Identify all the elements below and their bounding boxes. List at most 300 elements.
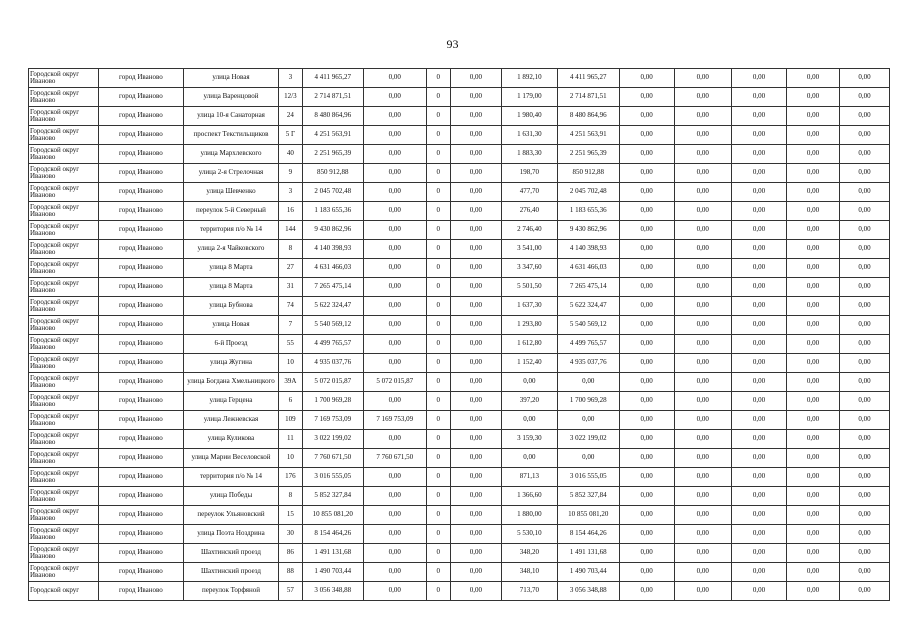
cell-street: улица Новая — [183, 316, 278, 335]
cell-house: 8 — [279, 487, 302, 506]
cell-value-14: 0,00 — [787, 316, 840, 335]
cell-district: Городской округ Иваново — [29, 221, 99, 240]
cell-cost: 4 140 398,93 — [558, 240, 620, 259]
cell-amount: 0,00 — [450, 145, 501, 164]
cell-city: город Иваново — [98, 164, 183, 183]
cell-value-12: 0,00 — [674, 563, 731, 582]
cell-count: 0 — [426, 88, 450, 107]
cell-value-11: 0,00 — [619, 107, 674, 126]
cell-total-cost: 8 154 464,26 — [302, 525, 364, 544]
cell-total-cost: 3 016 555,05 — [302, 468, 364, 487]
cell-value-15: 0,00 — [840, 392, 890, 411]
cell-amount: 0,00 — [450, 88, 501, 107]
cell-cost: 10 855 081,20 — [558, 506, 620, 525]
cell-fund: 0,00 — [364, 544, 427, 563]
cell-city: город Иваново — [98, 411, 183, 430]
cell-cost: 850 912,88 — [558, 164, 620, 183]
cell-value-14: 0,00 — [787, 449, 840, 468]
cell-area: 1 631,30 — [501, 126, 557, 145]
cell-house: 31 — [279, 278, 302, 297]
cell-total-cost: 2 251 965,39 — [302, 145, 364, 164]
cell-fund: 0,00 — [364, 354, 427, 373]
cell-value-12: 0,00 — [674, 468, 731, 487]
table-row — [29, 449, 890, 468]
cell-value-11: 0,00 — [619, 164, 674, 183]
cell-cost: 4 499 765,57 — [558, 335, 620, 354]
cell-value-11: 0,00 — [619, 544, 674, 563]
cell-value-11: 0,00 — [619, 563, 674, 582]
cell-total-cost: 2 714 871,51 — [302, 88, 364, 107]
cell-count: 0 — [426, 430, 450, 449]
cell-amount: 0,00 — [450, 240, 501, 259]
cell-area: 1 880,00 — [501, 506, 557, 525]
cell-cost: 2 714 871,51 — [558, 88, 620, 107]
cell-value-13: 0,00 — [731, 430, 786, 449]
cell-fund: 7 760 671,50 — [364, 449, 427, 468]
cell-district: Городской округ Иваново — [29, 411, 99, 430]
cell-street: переулок 5-й Северный — [183, 202, 278, 221]
cell-total-cost: 4 631 466,03 — [302, 259, 364, 278]
cell-city: город Иваново — [98, 88, 183, 107]
cell-value-12: 0,00 — [674, 259, 731, 278]
cell-total-cost: 4 251 563,91 — [302, 126, 364, 145]
cell-value-13: 0,00 — [731, 69, 786, 88]
cell-value-13: 0,00 — [731, 145, 786, 164]
cell-value-12: 0,00 — [674, 487, 731, 506]
cell-fund: 0,00 — [364, 430, 427, 449]
cell-district: Городской округ Иваново — [29, 69, 99, 88]
cell-fund: 0,00 — [364, 563, 427, 582]
cell-city: город Иваново — [98, 544, 183, 563]
cell-total-cost: 8 480 864,96 — [302, 107, 364, 126]
cell-city: город Иваново — [98, 221, 183, 240]
table-row — [29, 145, 890, 164]
cell-fund: 0,00 — [364, 202, 427, 221]
cell-value-15: 0,00 — [840, 487, 890, 506]
cell-city: город Иваново — [98, 278, 183, 297]
cell-value-15: 0,00 — [840, 202, 890, 221]
cell-district: Городской округ Иваново — [29, 468, 99, 487]
cell-amount: 0,00 — [450, 468, 501, 487]
cell-street: улица Жугина — [183, 354, 278, 373]
cell-fund: 0,00 — [364, 335, 427, 354]
cell-house: 55 — [279, 335, 302, 354]
cell-count: 0 — [426, 145, 450, 164]
cell-value-11: 0,00 — [619, 69, 674, 88]
cell-house: 11 — [279, 430, 302, 449]
cell-count: 0 — [426, 316, 450, 335]
table-row — [29, 582, 890, 601]
cell-value-14: 0,00 — [787, 544, 840, 563]
cell-city: город Иваново — [98, 525, 183, 544]
cell-fund: 0,00 — [364, 525, 427, 544]
cell-area: 1 293,80 — [501, 316, 557, 335]
cell-cost: 4 411 965,27 — [558, 69, 620, 88]
cell-district: Городской округ Иваново — [29, 487, 99, 506]
cell-total-cost: 1 490 703,44 — [302, 563, 364, 582]
cell-city: город Иваново — [98, 582, 183, 601]
cell-fund: 0,00 — [364, 297, 427, 316]
cell-count: 0 — [426, 107, 450, 126]
table-row — [29, 354, 890, 373]
cell-count: 0 — [426, 392, 450, 411]
cell-total-cost: 2 045 702,48 — [302, 183, 364, 202]
cell-area: 871,13 — [501, 468, 557, 487]
cell-house: 15 — [279, 506, 302, 525]
cell-house: 16 — [279, 202, 302, 221]
cell-amount: 0,00 — [450, 278, 501, 297]
cell-value-15: 0,00 — [840, 468, 890, 487]
cell-count: 0 — [426, 468, 450, 487]
cell-value-14: 0,00 — [787, 582, 840, 601]
cell-district: Городской округ — [29, 582, 99, 601]
cell-count: 0 — [426, 525, 450, 544]
cell-value-11: 0,00 — [619, 316, 674, 335]
cell-cost: 8 480 864,96 — [558, 107, 620, 126]
cell-district: Городской округ Иваново — [29, 373, 99, 392]
cell-fund: 0,00 — [364, 278, 427, 297]
cell-cost: 4 251 563,91 — [558, 126, 620, 145]
page-number: 93 — [446, 37, 459, 51]
cell-amount: 0,00 — [450, 525, 501, 544]
cell-value-14: 0,00 — [787, 411, 840, 430]
cell-area: 198,70 — [501, 164, 557, 183]
cell-value-15: 0,00 — [840, 354, 890, 373]
cell-value-13: 0,00 — [731, 354, 786, 373]
cell-value-14: 0,00 — [787, 107, 840, 126]
cell-total-cost: 4 935 037,76 — [302, 354, 364, 373]
table-row — [29, 544, 890, 563]
cell-amount: 0,00 — [450, 392, 501, 411]
cell-value-13: 0,00 — [731, 221, 786, 240]
cell-value-14: 0,00 — [787, 468, 840, 487]
cell-value-12: 0,00 — [674, 430, 731, 449]
table-row — [29, 525, 890, 544]
cell-value-12: 0,00 — [674, 506, 731, 525]
table-row — [29, 126, 890, 145]
cell-area: 3 541,00 — [501, 240, 557, 259]
cell-value-13: 0,00 — [731, 259, 786, 278]
cell-value-13: 0,00 — [731, 240, 786, 259]
cell-area: 1 179,00 — [501, 88, 557, 107]
cell-value-14: 0,00 — [787, 335, 840, 354]
cell-district: Городской округ Иваново — [29, 107, 99, 126]
cell-total-cost: 5 622 324,47 — [302, 297, 364, 316]
cell-district: Городской округ Иваново — [29, 259, 99, 278]
cell-cost: 3 022 199,02 — [558, 430, 620, 449]
cell-amount: 0,00 — [450, 335, 501, 354]
cell-house: 74 — [279, 297, 302, 316]
cell-city: город Иваново — [98, 259, 183, 278]
cell-value-11: 0,00 — [619, 354, 674, 373]
cell-value-14: 0,00 — [787, 430, 840, 449]
cell-value-14: 0,00 — [787, 88, 840, 107]
cell-value-13: 0,00 — [731, 335, 786, 354]
cell-total-cost: 5 540 569,12 — [302, 316, 364, 335]
cell-fund: 0,00 — [364, 107, 427, 126]
cell-city: город Иваново — [98, 145, 183, 164]
cell-house: 10 — [279, 354, 302, 373]
cell-value-12: 0,00 — [674, 221, 731, 240]
cell-value-15: 0,00 — [840, 278, 890, 297]
cell-street: территория п/о № 14 — [183, 468, 278, 487]
cell-district: Городской округ Иваново — [29, 525, 99, 544]
cell-value-15: 0,00 — [840, 183, 890, 202]
cell-value-13: 0,00 — [731, 202, 786, 221]
table-row — [29, 240, 890, 259]
cell-area: 1 892,10 — [501, 69, 557, 88]
cell-street: улица Лежневская — [183, 411, 278, 430]
cell-value-12: 0,00 — [674, 278, 731, 297]
cell-value-11: 0,00 — [619, 240, 674, 259]
table-row — [29, 563, 890, 582]
cell-city: город Иваново — [98, 506, 183, 525]
cell-house: 9 — [279, 164, 302, 183]
cell-value-11: 0,00 — [619, 297, 674, 316]
cell-count: 0 — [426, 563, 450, 582]
cell-amount: 0,00 — [450, 221, 501, 240]
cell-value-15: 0,00 — [840, 69, 890, 88]
cell-district: Городской округ Иваново — [29, 145, 99, 164]
cell-count: 0 — [426, 411, 450, 430]
cell-amount: 0,00 — [450, 202, 501, 221]
cell-street: улица Герцена — [183, 392, 278, 411]
cell-total-cost: 5 072 015,87 — [302, 373, 364, 392]
cell-amount: 0,00 — [450, 411, 501, 430]
cell-value-12: 0,00 — [674, 335, 731, 354]
cell-value-15: 0,00 — [840, 506, 890, 525]
cell-area: 348,20 — [501, 544, 557, 563]
cell-district: Городской округ Иваново — [29, 506, 99, 525]
cell-value-14: 0,00 — [787, 69, 840, 88]
cell-cost: 9 430 862,96 — [558, 221, 620, 240]
cell-fund: 0,00 — [364, 88, 427, 107]
cell-value-12: 0,00 — [674, 525, 731, 544]
cell-value-12: 0,00 — [674, 392, 731, 411]
cell-value-11: 0,00 — [619, 126, 674, 145]
cell-count: 0 — [426, 202, 450, 221]
table-row — [29, 278, 890, 297]
cell-count: 0 — [426, 221, 450, 240]
cell-city: город Иваново — [98, 373, 183, 392]
cell-city: город Иваново — [98, 126, 183, 145]
cell-value-14: 0,00 — [787, 373, 840, 392]
cell-fund: 0,00 — [364, 69, 427, 88]
cell-value-15: 0,00 — [840, 449, 890, 468]
cell-total-cost: 7 760 671,50 — [302, 449, 364, 468]
cell-house: 27 — [279, 259, 302, 278]
cell-value-12: 0,00 — [674, 582, 731, 601]
cell-value-13: 0,00 — [731, 183, 786, 202]
cell-value-12: 0,00 — [674, 449, 731, 468]
cell-value-12: 0,00 — [674, 544, 731, 563]
cell-value-14: 0,00 — [787, 506, 840, 525]
cell-city: город Иваново — [98, 69, 183, 88]
cell-street: улица Поэта Ноздрина — [183, 525, 278, 544]
cell-fund: 7 169 753,09 — [364, 411, 427, 430]
cell-total-cost: 9 430 862,96 — [302, 221, 364, 240]
cell-cost: 0,00 — [558, 373, 620, 392]
table-row — [29, 335, 890, 354]
cell-cost: 2 251 965,39 — [558, 145, 620, 164]
cell-area: 0,00 — [501, 449, 557, 468]
cell-value-13: 0,00 — [731, 563, 786, 582]
cell-value-13: 0,00 — [731, 411, 786, 430]
cell-cost: 5 852 327,84 — [558, 487, 620, 506]
cell-house: 176 — [279, 468, 302, 487]
cell-count: 0 — [426, 506, 450, 525]
cell-value-11: 0,00 — [619, 449, 674, 468]
cell-fund: 0,00 — [364, 126, 427, 145]
cell-district: Городской округ Иваново — [29, 240, 99, 259]
cell-house: 3 — [279, 69, 302, 88]
cell-value-12: 0,00 — [674, 240, 731, 259]
cell-amount: 0,00 — [450, 582, 501, 601]
cell-street: проспект Текстильщиков — [183, 126, 278, 145]
cell-count: 0 — [426, 487, 450, 506]
cell-street: улица Богдана Хмельницкого — [183, 373, 278, 392]
cell-house: 30 — [279, 525, 302, 544]
cell-amount: 0,00 — [450, 430, 501, 449]
cell-amount: 0,00 — [450, 164, 501, 183]
cell-count: 0 — [426, 449, 450, 468]
cell-value-15: 0,00 — [840, 145, 890, 164]
cell-amount: 0,00 — [450, 563, 501, 582]
cell-fund: 0,00 — [364, 145, 427, 164]
cell-amount: 0,00 — [450, 126, 501, 145]
cell-fund: 0,00 — [364, 506, 427, 525]
table-row — [29, 259, 890, 278]
cell-value-15: 0,00 — [840, 525, 890, 544]
cell-value-11: 0,00 — [619, 221, 674, 240]
cell-house: 3 — [279, 183, 302, 202]
cell-cost: 1 490 703,44 — [558, 563, 620, 582]
cell-count: 0 — [426, 126, 450, 145]
cell-value-13: 0,00 — [731, 126, 786, 145]
cell-count: 0 — [426, 335, 450, 354]
cell-fund: 5 072 015,87 — [364, 373, 427, 392]
cell-value-11: 0,00 — [619, 259, 674, 278]
cell-district: Городской округ Иваново — [29, 88, 99, 107]
cell-street: Шахтинский проезд — [183, 544, 278, 563]
cell-fund: 0,00 — [364, 164, 427, 183]
cell-house: 6 — [279, 392, 302, 411]
table-row — [29, 392, 890, 411]
cell-value-14: 0,00 — [787, 525, 840, 544]
cell-total-cost: 5 852 327,84 — [302, 487, 364, 506]
cell-street: улица Победы — [183, 487, 278, 506]
cell-street: территория п/о № 14 — [183, 221, 278, 240]
cell-total-cost: 10 855 081,20 — [302, 506, 364, 525]
cell-value-15: 0,00 — [840, 544, 890, 563]
cell-cost: 2 045 702,48 — [558, 183, 620, 202]
cell-district: Городской округ Иваново — [29, 449, 99, 468]
cell-street: улица 2-я Стрелочная — [183, 164, 278, 183]
cell-district: Городской округ Иваново — [29, 126, 99, 145]
table-row — [29, 221, 890, 240]
cell-value-11: 0,00 — [619, 202, 674, 221]
cell-value-11: 0,00 — [619, 487, 674, 506]
cell-house: 7 — [279, 316, 302, 335]
cell-count: 0 — [426, 259, 450, 278]
cell-street: улица Мархлевского — [183, 145, 278, 164]
cell-value-11: 0,00 — [619, 430, 674, 449]
cell-value-12: 0,00 — [674, 373, 731, 392]
cell-total-cost: 1 183 655,36 — [302, 202, 364, 221]
cell-amount: 0,00 — [450, 544, 501, 563]
cell-district: Городской округ Иваново — [29, 335, 99, 354]
cell-house: 144 — [279, 221, 302, 240]
cell-value-14: 0,00 — [787, 145, 840, 164]
cell-city: город Иваново — [98, 240, 183, 259]
cell-street: улица Варенцовой — [183, 88, 278, 107]
cell-value-14: 0,00 — [787, 487, 840, 506]
cell-city: город Иваново — [98, 563, 183, 582]
cell-area: 1 612,80 — [501, 335, 557, 354]
cell-count: 0 — [426, 183, 450, 202]
cell-cost: 5 622 324,47 — [558, 297, 620, 316]
cell-street: улица 8 Марта — [183, 278, 278, 297]
cell-value-11: 0,00 — [619, 145, 674, 164]
table-row — [29, 164, 890, 183]
cell-count: 0 — [426, 240, 450, 259]
cell-city: город Иваново — [98, 449, 183, 468]
cell-cost: 3 056 348,88 — [558, 582, 620, 601]
cell-value-15: 0,00 — [840, 563, 890, 582]
cell-fund: 0,00 — [364, 221, 427, 240]
cell-value-12: 0,00 — [674, 354, 731, 373]
cell-value-13: 0,00 — [731, 449, 786, 468]
cell-value-14: 0,00 — [787, 221, 840, 240]
cell-count: 0 — [426, 582, 450, 601]
cell-amount: 0,00 — [450, 373, 501, 392]
cell-street: Шахтинский проезд — [183, 563, 278, 582]
cell-value-11: 0,00 — [619, 183, 674, 202]
cell-value-12: 0,00 — [674, 69, 731, 88]
table-row — [29, 487, 890, 506]
table-row — [29, 506, 890, 525]
cell-area: 276,40 — [501, 202, 557, 221]
cell-area: 1 980,40 — [501, 107, 557, 126]
cell-value-12: 0,00 — [674, 145, 731, 164]
cell-city: город Иваново — [98, 335, 183, 354]
cell-total-cost: 4 499 765,57 — [302, 335, 364, 354]
cell-value-11: 0,00 — [619, 506, 674, 525]
cell-total-cost: 4 140 398,93 — [302, 240, 364, 259]
cell-value-13: 0,00 — [731, 107, 786, 126]
cell-street: улица Куликова — [183, 430, 278, 449]
table-row — [29, 468, 890, 487]
cell-value-14: 0,00 — [787, 278, 840, 297]
cell-fund: 0,00 — [364, 392, 427, 411]
cell-street: улица 2-я Чайковского — [183, 240, 278, 259]
cell-value-14: 0,00 — [787, 164, 840, 183]
cell-value-11: 0,00 — [619, 468, 674, 487]
cell-value-15: 0,00 — [840, 221, 890, 240]
cell-area: 0,00 — [501, 373, 557, 392]
cell-value-11: 0,00 — [619, 392, 674, 411]
cell-cost: 4 631 466,03 — [558, 259, 620, 278]
cell-city: город Иваново — [98, 468, 183, 487]
table-row — [29, 69, 890, 88]
cell-total-cost: 3 056 348,88 — [302, 582, 364, 601]
cell-value-15: 0,00 — [840, 430, 890, 449]
cell-count: 0 — [426, 164, 450, 183]
cell-fund: 0,00 — [364, 183, 427, 202]
cell-value-14: 0,00 — [787, 392, 840, 411]
cell-city: город Иваново — [98, 202, 183, 221]
cell-value-13: 0,00 — [731, 164, 786, 183]
